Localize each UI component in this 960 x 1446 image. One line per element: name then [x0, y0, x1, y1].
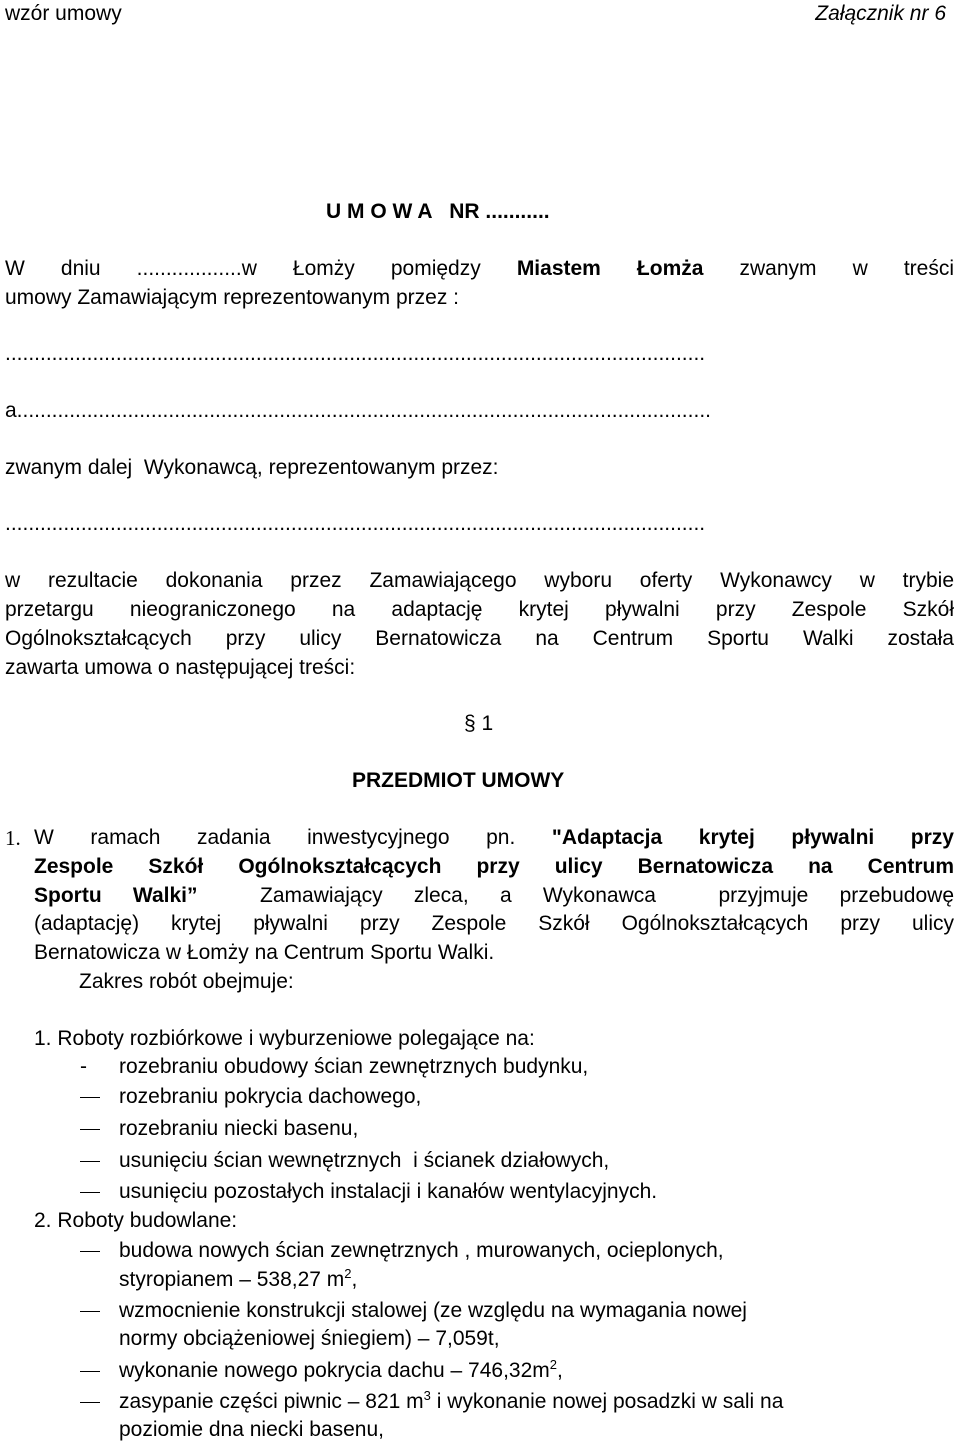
construction-item-4-line-1 — [119, 1390, 783, 1414]
task-name-part-3: Sportu Walki” — [34, 884, 198, 907]
intro-text-b: zwanym w treści — [703, 257, 955, 280]
paragraph-line-4: (adaptację) krytej pływalni przy Zespole Szkół Ogólnokształcących przy ulicy — [34, 912, 954, 935]
preamble-line-3: Ogólnokształcących przy ulicy Bernatowicza na Centrum Sportu Walki została — [5, 627, 954, 650]
unit-exponent: 3 — [423, 1388, 431, 1403]
demolition-item-2: rozebraniu pokrycia dachowego, — [119, 1085, 422, 1108]
preamble-line-4: zawarta umowa o następującej treści: — [5, 656, 356, 679]
unit-exponent: 2 — [344, 1266, 352, 1281]
construction-item-2-line-1: wzmocnienie konstrukcji stalowej (ze względu na wymagania nowej — [119, 1299, 747, 1322]
scope-1-title: 1. Roboty rozbiórkowe i wyburzeniowe polegające na: — [34, 1027, 535, 1050]
section-heading: PRZEDMIOT UMOWY — [352, 769, 565, 792]
construction-item-4-line-2: poziomie dna niecki basenu, — [119, 1418, 385, 1441]
preamble-line-1: w rezultacie dokonania przez Zamawiającego wyboru oferty Wykonawcy w trybie — [5, 569, 954, 592]
list-dash — [80, 1402, 100, 1403]
construction-item-2-line-2: normy obciążeniowej śniegiem) – 7,059t, — [119, 1327, 500, 1350]
list-dash — [80, 1192, 100, 1193]
intro-line-contractor: zwanym dalej Wykonawcą, reprezentowanym przez: — [5, 456, 499, 479]
backfill-text-b: i wykonanie nowej posadzki w sali na — [430, 1390, 784, 1413]
backfill-text-a: zasypanie części piwnic – 821 m — [119, 1390, 424, 1413]
intro-text-a: W dniu ..................w Łomży pomiędzy — [5, 257, 517, 280]
preamble-line-2: przetargu nieograniczonego na adaptację krytej pływalni przy Zespole Szkół — [5, 598, 954, 621]
attachment-label: Załącznik nr 6 — [815, 2, 946, 25]
demolition-item-3: rozebraniu niecki basenu, — [119, 1117, 359, 1140]
dotted-line-3: ........................................................................................................................ — [5, 512, 706, 535]
intro-line-2: umowy Zamawiającym reprezentowanym przez : — [5, 286, 459, 309]
list-dash — [80, 1311, 100, 1312]
wall-area-text: styropianem – 538,27 m — [119, 1268, 345, 1291]
paragraph-line-3 — [34, 884, 954, 908]
dotted-line-2: a....................................................................................................................... — [5, 399, 711, 422]
demolition-item-4: usunięciu ścian wewnętrznych i ścianek działowych, — [119, 1149, 610, 1172]
construction-item-3 — [119, 1359, 563, 1383]
roof-area-text: wykonanie nowego pokrycia dachu – 746,32m — [119, 1359, 550, 1382]
paragraph-text-a: W ramach zadania inwestycyjnego pn. — [34, 826, 552, 849]
task-name-part-2: Zespole Szkół Ogólnokształcących przy ulicy Bernatowicza na Centrum — [34, 855, 954, 878]
list-marker-hyphen: - — [80, 1055, 87, 1078]
item-end-comma: , — [351, 1268, 358, 1291]
list-dash — [80, 1161, 100, 1162]
paragraph-text-b: Zamawiający zleca, a Wykonawca przyjmuje przebudowę — [197, 884, 954, 907]
section-mark: § 1 — [464, 712, 494, 735]
paragraph-number: 1. — [5, 826, 21, 850]
intro-line-1 — [5, 257, 954, 281]
contract-title: U M O W A NR ........... — [326, 200, 550, 223]
city-name: Miastem Łomża — [516, 257, 704, 280]
item-end-comma: , — [557, 1359, 563, 1382]
scope-2-title: 2. Roboty budowlane: — [34, 1209, 238, 1232]
demolition-item-5: usunięciu pozostałych instalacji i kanałów wentylacyjnych. — [119, 1180, 658, 1203]
header-left-label: wzór umowy — [5, 2, 122, 25]
list-dash — [80, 1371, 100, 1372]
list-dash — [80, 1097, 100, 1098]
construction-item-1-line-2 — [119, 1268, 357, 1292]
unit-exponent: 2 — [549, 1357, 558, 1372]
demolition-item-1: rozebraniu obudowy ścian zewnętrznych budynku, — [119, 1055, 589, 1078]
list-dash — [80, 1129, 100, 1130]
paragraph-line-5: Bernatowicza w Łomży na Centrum Sportu Walki. — [34, 941, 495, 964]
paragraph-line-1 — [34, 826, 954, 850]
list-dash — [80, 1251, 100, 1252]
scope-intro: Zakres robót obejmuje: — [79, 970, 294, 993]
dotted-line-1: ........................................................................................................................ — [5, 342, 706, 365]
task-name-part-1: "Adaptacja krytej pływalni przy — [551, 826, 954, 849]
construction-item-1-line-1: budowa nowych ścian zewnętrznych , murowanych, ocieplonych, — [119, 1239, 724, 1262]
